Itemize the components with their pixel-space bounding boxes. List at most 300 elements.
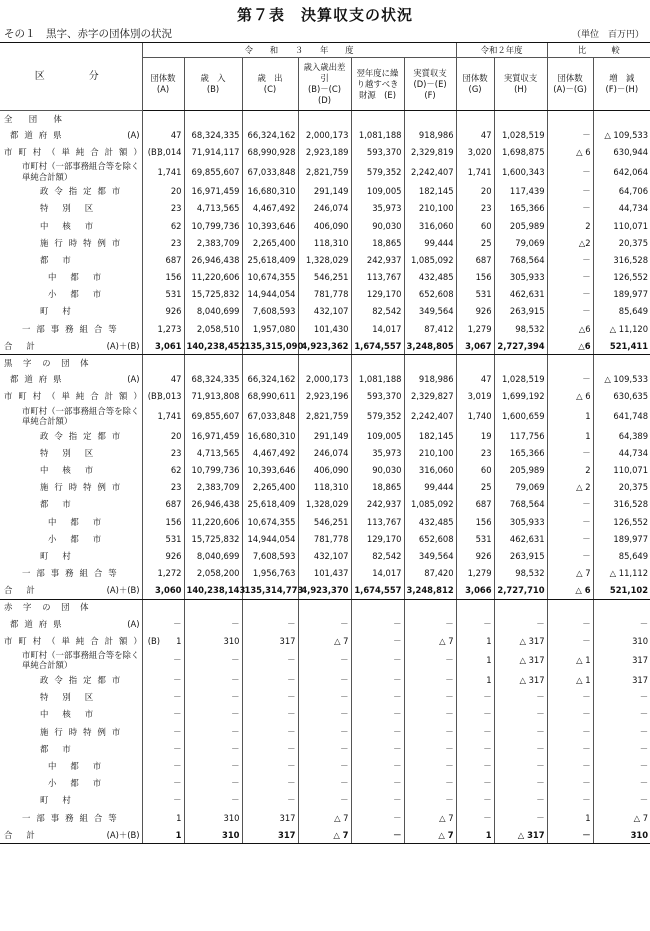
value-cell: 406,090 [298,217,351,234]
value-cell: 117,439 [494,183,547,200]
section-header-row [0,599,650,615]
value-cell: 71,913,808 [184,388,242,405]
row-label-text: 都市 [40,254,85,265]
value-cell: － [494,792,547,809]
value-cell: 462,631 [494,286,547,303]
value-cell: 90,030 [351,217,404,234]
value-cell: 2,265,400 [242,479,298,496]
value-cell: 687 [142,496,184,513]
table-row [0,792,650,809]
value-cell: 1,740 [456,405,494,427]
value-cell: 1,600,659 [494,405,547,427]
value-cell: 68,990,611 [242,388,298,405]
value-cell: 156 [456,269,494,286]
value-cell: 15,725,832 [184,530,242,547]
value-cell: 1,328,029 [298,251,351,268]
value-cell: － [547,303,593,320]
value-cell: 205,989 [494,217,547,234]
value-cell: 1 [456,632,494,649]
row-label [0,479,142,496]
group-header-r2: 令和２年度 [456,43,547,58]
value-cell: 652,608 [404,530,456,547]
value-cell: － [547,632,593,649]
empty-cell [456,599,494,615]
value-cell: 2,923,189 [298,143,351,160]
value-cell: △ 1 [547,649,593,671]
value-cell: 593,370 [351,143,404,160]
value-cell: 110,071 [593,461,650,478]
row-label [0,530,142,547]
value-cell: 126,552 [593,269,650,286]
table-row [0,530,650,547]
value-cell: 4,713,565 [184,200,242,217]
value-cell: 14,944,054 [242,286,298,303]
empty-cell [242,355,298,371]
value-cell: － [593,706,650,723]
row-label-text: 都市 [40,499,85,510]
value-cell: － [456,706,494,723]
table-row [0,461,650,478]
value-cell: 68,990,928 [242,143,298,160]
empty-cell [456,111,494,127]
value-cell: 1,273 [142,320,184,337]
value-cell: 14,017 [351,320,404,337]
value-cell: 64,706 [593,183,650,200]
value-cell: － [547,706,593,723]
value-cell: 10,674,355 [242,513,298,530]
value-cell: － [494,809,547,826]
table-row [0,427,650,444]
row-label-text: 市町村（一部事務組合等を除く単純合計額） [22,649,140,671]
value-cell: 2,727,394 [494,337,547,355]
row-label [0,809,142,826]
value-cell: － [242,792,298,809]
value-cell: 20,375 [593,234,650,251]
value-cell: 47 [456,371,494,388]
value-cell: 317 [242,809,298,826]
value-cell: － [494,740,547,757]
table-row [0,547,650,564]
value-cell: － [351,740,404,757]
table-row [0,269,650,286]
value-cell: － [298,689,351,706]
value-cell: 44,734 [593,444,650,461]
value-cell: 82,542 [351,547,404,564]
value-cell: － [494,757,547,774]
value-cell: － [142,740,184,757]
value-cell: － [351,689,404,706]
value-cell: 1,741 [142,161,184,183]
settlement-balance-table [0,42,650,844]
value-cell: － [242,775,298,792]
row-label [0,723,142,740]
value-cell: － [351,792,404,809]
value-cell: 2,242,407 [404,161,456,183]
value-cell: 67,033,848 [242,161,298,183]
value-cell: － [184,723,242,740]
value-cell: － [593,775,650,792]
value-cell: 349,564 [404,303,456,320]
value-cell: － [351,826,404,844]
value-cell: － [298,671,351,688]
row-label-text: 合計 [4,340,49,351]
value-cell: － [593,689,650,706]
unit-note: （単位 百万円） [571,30,644,40]
value-cell: 3,067 [456,337,494,355]
row-label [0,757,142,774]
value-cell: 1,674,557 [351,582,404,600]
value-cell: 310 [593,632,650,649]
value-cell: △ 1 [547,671,593,688]
value-cell: 3,013 [142,388,184,405]
value-cell: 687 [456,496,494,513]
value-cell: － [404,671,456,688]
value-cell: － [494,689,547,706]
value-cell: 68,324,335 [184,126,242,143]
value-cell: 71,914,117 [184,143,242,160]
value-cell: 579,352 [351,161,404,183]
value-cell: － [142,689,184,706]
value-cell: 432,107 [298,547,351,564]
value-cell: 25 [456,479,494,496]
value-cell: － [547,792,593,809]
empty-cell [142,599,184,615]
value-cell: － [547,547,593,564]
row-label-text: 小都市 [48,778,116,789]
value-cell: 246,074 [298,444,351,461]
column-header: 増 減 (F)－(H) [593,58,650,111]
value-cell: － [456,723,494,740]
value-cell: － [547,723,593,740]
value-cell: 18,865 [351,479,404,496]
row-label-text: 施行時特例市 [40,726,127,737]
empty-cell [298,599,351,615]
value-cell: 305,933 [494,513,547,530]
value-cell: 2,727,710 [494,582,547,600]
value-cell: 118,310 [298,234,351,251]
value-cell: － [404,649,456,671]
row-label [0,547,142,564]
row-label-text: 市町村（単純合計額） [4,391,148,402]
value-cell: 15,725,832 [184,286,242,303]
value-cell: 316,528 [593,496,650,513]
row-label [0,161,142,183]
table-row [0,615,650,632]
empty-cell [547,599,593,615]
table-row [0,723,650,740]
row-label [0,337,142,355]
value-cell: － [547,689,593,706]
empty-cell [593,355,650,371]
value-cell: 349,564 [404,547,456,564]
value-cell: 68,324,335 [184,371,242,388]
value-cell: 23 [142,444,184,461]
empty-cell [404,599,456,615]
row-label-text: 都道府県 [10,129,68,140]
value-cell: 140,238,452 [184,337,242,355]
value-cell: 2 [547,217,593,234]
value-cell: 310 [593,826,650,844]
row-label-text: 都市 [40,743,85,754]
value-cell: 531 [142,530,184,547]
value-cell: 3,248,812 [404,582,456,600]
column-header: 歳 入 (B) [184,58,242,111]
value-cell: 1,328,029 [298,496,351,513]
empty-cell [494,599,547,615]
value-cell: 118,310 [298,479,351,496]
table-row [0,809,650,826]
value-cell: 546,251 [298,513,351,530]
value-cell: 305,933 [494,269,547,286]
value-cell: 1,085,092 [404,496,456,513]
value-cell: △ 109,533 [593,126,650,143]
value-cell: 630,944 [593,143,650,160]
value-cell: 291,149 [298,183,351,200]
value-cell: △6 [547,337,593,355]
value-cell: 768,564 [494,251,547,268]
value-cell: － [184,792,242,809]
value-cell: 2,923,196 [298,388,351,405]
value-cell: － [456,792,494,809]
table-row [0,740,650,757]
value-cell: 67,033,848 [242,405,298,427]
table-row [0,405,650,427]
row-label [0,740,142,757]
value-cell: － [351,809,404,826]
value-cell: 1 [456,671,494,688]
table-row [0,689,650,706]
value-cell: 531 [456,530,494,547]
value-cell: 110,071 [593,217,650,234]
value-cell: 263,915 [494,303,547,320]
value-cell: 10,799,736 [184,461,242,478]
value-cell: △ 7 [404,632,456,649]
row-label-suffix: (A) [127,374,140,385]
value-cell: 918,986 [404,126,456,143]
value-cell: 66,324,162 [242,371,298,388]
value-cell: 1,279 [456,320,494,337]
table-row [0,671,650,688]
value-cell: － [547,161,593,183]
row-label-text: 市町村（単純合計額） [4,146,148,157]
row-label [0,826,142,844]
value-cell: △ 7 [298,632,351,649]
value-cell: － [456,740,494,757]
value-cell: 593,370 [351,388,404,405]
value-cell: － [298,792,351,809]
row-label-text: 中核市 [40,709,108,720]
empty-cell [494,111,547,127]
value-cell: 2,000,173 [298,371,351,388]
row-label-text: 都道府県 [10,618,68,629]
value-cell: 8,040,699 [184,303,242,320]
value-cell: 210,100 [404,444,456,461]
row-label-text: 政令指定都市 [40,186,127,197]
row-label [0,143,161,160]
value-cell: 20 [142,427,184,444]
value-cell: 98,532 [494,565,547,582]
value-cell: － [456,809,494,826]
value-cell: － [404,792,456,809]
value-cell: 66,324,162 [242,126,298,143]
row-label-suffix: (A)＋(B) [106,340,140,351]
value-cell: － [184,706,242,723]
table-row [0,320,650,337]
value-cell: 16,680,310 [242,183,298,200]
value-cell: － [547,775,593,792]
column-header: 歳 出 (C) [242,58,298,111]
value-cell: △ 7 [404,826,456,844]
value-cell: － [404,775,456,792]
value-cell: 182,145 [404,427,456,444]
value-cell: 4,923,362 [298,337,351,355]
value-cell: 7,608,593 [242,547,298,564]
table-row [0,126,650,143]
value-cell: 2,821,759 [298,161,351,183]
value-cell: 156 [456,513,494,530]
row-label [0,792,142,809]
value-cell: 2,821,759 [298,405,351,427]
value-cell: － [547,615,593,632]
value-cell: △ 2 [547,479,593,496]
row-label-text: 特別区 [40,203,108,214]
value-cell: 156 [142,513,184,530]
value-cell: 25,618,409 [242,496,298,513]
value-cell: 25 [456,234,494,251]
value-cell: 109,005 [351,427,404,444]
table-row [0,286,650,303]
value-cell: － [184,689,242,706]
value-cell: － [593,740,650,757]
value-cell: △ 317 [494,632,547,649]
row-label-text: 一部事務組合等 [22,812,123,823]
value-cell: 101,430 [298,320,351,337]
value-cell: － [404,615,456,632]
table-row [0,513,650,530]
value-cell: 310 [184,809,242,826]
value-cell: 317 [593,671,650,688]
value-cell: 2,058,510 [184,320,242,337]
row-label [0,234,142,251]
value-cell: － [242,723,298,740]
value-cell: 90,030 [351,461,404,478]
value-cell: 1,699,192 [494,388,547,405]
value-cell: 210,100 [404,200,456,217]
value-cell: △ 7 [404,809,456,826]
row-label-text: 小都市 [48,533,116,544]
value-cell: － [184,775,242,792]
row-label-text: 合計 [4,585,49,596]
value-cell: △ 7 [547,565,593,582]
value-cell: 23 [142,200,184,217]
value-cell: 1,741 [456,161,494,183]
value-cell: 189,977 [593,286,650,303]
value-cell: 317 [242,632,298,649]
empty-cell [298,111,351,127]
value-cell: － [547,200,593,217]
value-cell: － [242,757,298,774]
row-label [0,427,142,444]
value-cell: － [547,826,593,844]
value-cell: 23 [456,200,494,217]
value-cell: △ 109,533 [593,371,650,388]
empty-cell [184,599,242,615]
value-cell: － [242,706,298,723]
value-cell: 101,437 [298,565,351,582]
value-cell: 316,060 [404,461,456,478]
value-cell: － [351,671,404,688]
row-label [0,286,142,303]
value-cell: 1,085,092 [404,251,456,268]
row-label-text: 小都市 [48,289,116,300]
table-row [0,371,650,388]
value-cell: － [547,496,593,513]
value-cell: － [242,689,298,706]
value-cell: － [404,706,456,723]
value-cell: － [494,775,547,792]
value-cell: － [404,757,456,774]
column-header: 実質収支 (D)－(E) (F) [404,58,456,111]
value-cell: 1 [547,809,593,826]
row-label [0,582,142,600]
value-cell: 1 [456,826,494,844]
row-label-text: 施行時特例市 [40,237,127,248]
section-title: 黒 字 の 団 体 [4,358,93,369]
row-label-suffix: (A)＋(B) [106,585,140,596]
table-row [0,706,650,723]
empty-cell [142,355,184,371]
value-cell: 1 [547,405,593,427]
row-label [0,183,142,200]
section-title: 全 団 体 [4,113,66,124]
value-cell: 20 [456,183,494,200]
empty-cell [184,111,242,127]
total-row [0,826,650,844]
empty-cell [547,355,593,371]
empty-cell [142,111,184,127]
value-cell: △2 [547,234,593,251]
value-cell: － [242,615,298,632]
value-cell: 316,528 [593,251,650,268]
value-cell: － [351,723,404,740]
section-header-row [0,111,650,127]
table-row [0,444,650,461]
value-cell: 242,937 [351,251,404,268]
row-label-text: 中核市 [40,464,108,475]
value-cell: － [242,671,298,688]
value-cell: 10,674,355 [242,269,298,286]
total-row [0,337,650,355]
table-row [0,161,650,183]
value-cell: － [142,723,184,740]
table-row [0,388,650,405]
group-header-r3: 令 和 ３ 年 度 [142,43,456,58]
value-cell: － [547,513,593,530]
value-cell: － [298,757,351,774]
value-cell: 26,946,438 [184,496,242,513]
value-cell: 687 [142,251,184,268]
value-cell: 2,329,827 [404,388,456,405]
row-label-text: 一部事務組合等 [22,568,123,579]
empty-cell [351,599,404,615]
value-cell: 35,973 [351,200,404,217]
value-cell: 62 [142,217,184,234]
row-label [0,706,142,723]
value-cell: 8,040,699 [184,547,242,564]
value-cell: 87,420 [404,565,456,582]
value-cell: 117,756 [494,427,547,444]
value-cell: △ 7 [593,809,650,826]
